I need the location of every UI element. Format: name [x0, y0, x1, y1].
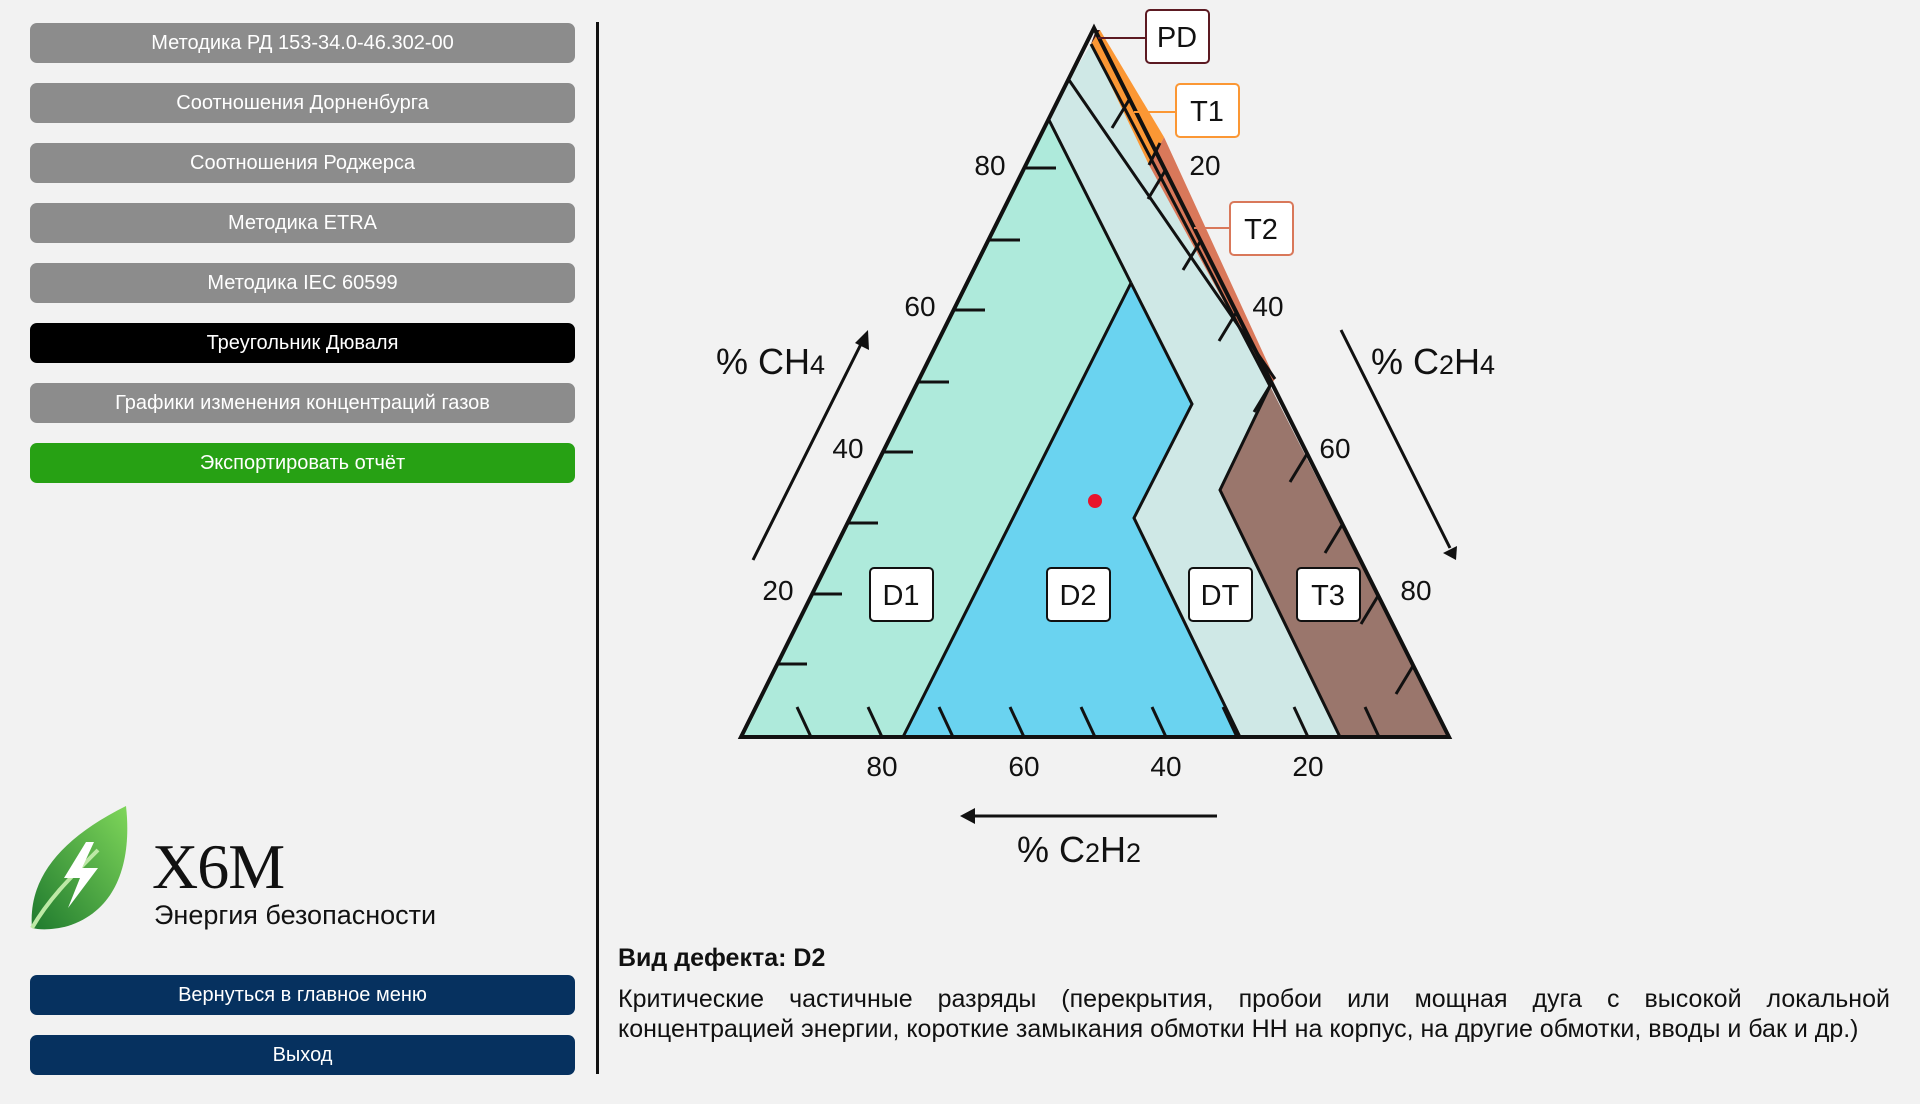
sidebar	[0, 0, 598, 1104]
c2h2-tick-20: 20	[1292, 751, 1324, 782]
c2h2-title-sub1: 2	[1085, 838, 1101, 868]
c2h4-title-sub2: 4	[1480, 350, 1496, 380]
exit-button[interactable]: Выход	[30, 1035, 575, 1075]
c2h2-tick-60: 60	[1008, 751, 1040, 782]
menu-button-etra[interactable]: Методика ETRA	[30, 203, 575, 243]
ch4-tick-40: 40	[832, 433, 864, 464]
c2h4-title-mid: H	[1454, 341, 1481, 382]
zone-label-t1: T1	[1190, 96, 1224, 128]
ch4-axis-title	[716, 341, 825, 382]
ch4-tick-60: 60	[904, 291, 936, 322]
c2h2-title-sub2: 2	[1126, 838, 1142, 868]
c2h4-tick-60: 60	[1319, 433, 1351, 464]
export-report-button[interactable]: Экспортировать отчёт	[30, 443, 575, 483]
back-to-main-menu-button[interactable]: Вернуться в главное меню	[30, 975, 575, 1015]
ch4-tick-80: 80	[974, 150, 1006, 181]
menu-button-rogers[interactable]: Соотношения Роджерса	[30, 143, 575, 183]
c2h2-axis-title	[1017, 829, 1141, 870]
menu-button-rd[interactable]: Методика РД 153-34.0-46.302-00	[30, 23, 575, 63]
ch4-title-prefix: % CH	[716, 341, 811, 382]
c2h2-title-mid: H	[1100, 829, 1127, 870]
c2h2-tick-80: 80	[866, 751, 898, 782]
c2h4-tick-80: 80	[1400, 575, 1432, 606]
zone-label-t2: T2	[1244, 214, 1278, 246]
sidebar-divider	[596, 22, 599, 1074]
c2h4-title-prefix: % C	[1371, 341, 1440, 382]
ch4-title-sub: 4	[810, 350, 826, 380]
measurement-point	[1088, 494, 1102, 508]
menu-button-duval[interactable]: Треугольник Дюваля	[30, 323, 575, 363]
c2h4-axis-title	[1371, 341, 1495, 382]
zone-label-d1: D1	[882, 580, 920, 612]
zone-label-t3: T3	[1311, 580, 1345, 612]
c2h2-title-prefix: % C	[1017, 829, 1086, 870]
menu-button-dornenburg[interactable]: Соотношения Дорненбурга	[30, 83, 575, 123]
ch4-tick-20: 20	[762, 575, 794, 606]
c2h4-tick-20: 20	[1189, 150, 1221, 181]
menu-button-iec[interactable]: Методика IEC 60599	[30, 263, 575, 303]
zone-label-d2: D2	[1059, 580, 1097, 612]
logo-tagline: Энергия безопасности	[154, 900, 437, 930]
c2h4-tick-40: 40	[1252, 291, 1284, 322]
zone-label-dt: DT	[1200, 580, 1240, 612]
zone-label-pd: PD	[1156, 22, 1198, 54]
defect-type-title: Вид дефекта: D2	[618, 944, 826, 972]
defect-description: Критические частичные разряды (перекрытия, пробои или мощная дуга с высокой локальной концентрацией энергии, короткие замыкания обмотки НН на корпус, на другие обмотки, вводы и бак и др.)	[618, 985, 1890, 1043]
menu-button-gas-graphs[interactable]: Графики изменения концентраций газов	[30, 383, 575, 423]
leaf-lightning-icon	[28, 800, 128, 935]
c2h4-title-sub1: 2	[1439, 350, 1455, 380]
duval-triangle-chart	[600, 0, 1600, 900]
logo-name: Х6М	[152, 831, 285, 902]
c2h2-tick-40: 40	[1150, 751, 1182, 782]
logo	[28, 800, 448, 940]
